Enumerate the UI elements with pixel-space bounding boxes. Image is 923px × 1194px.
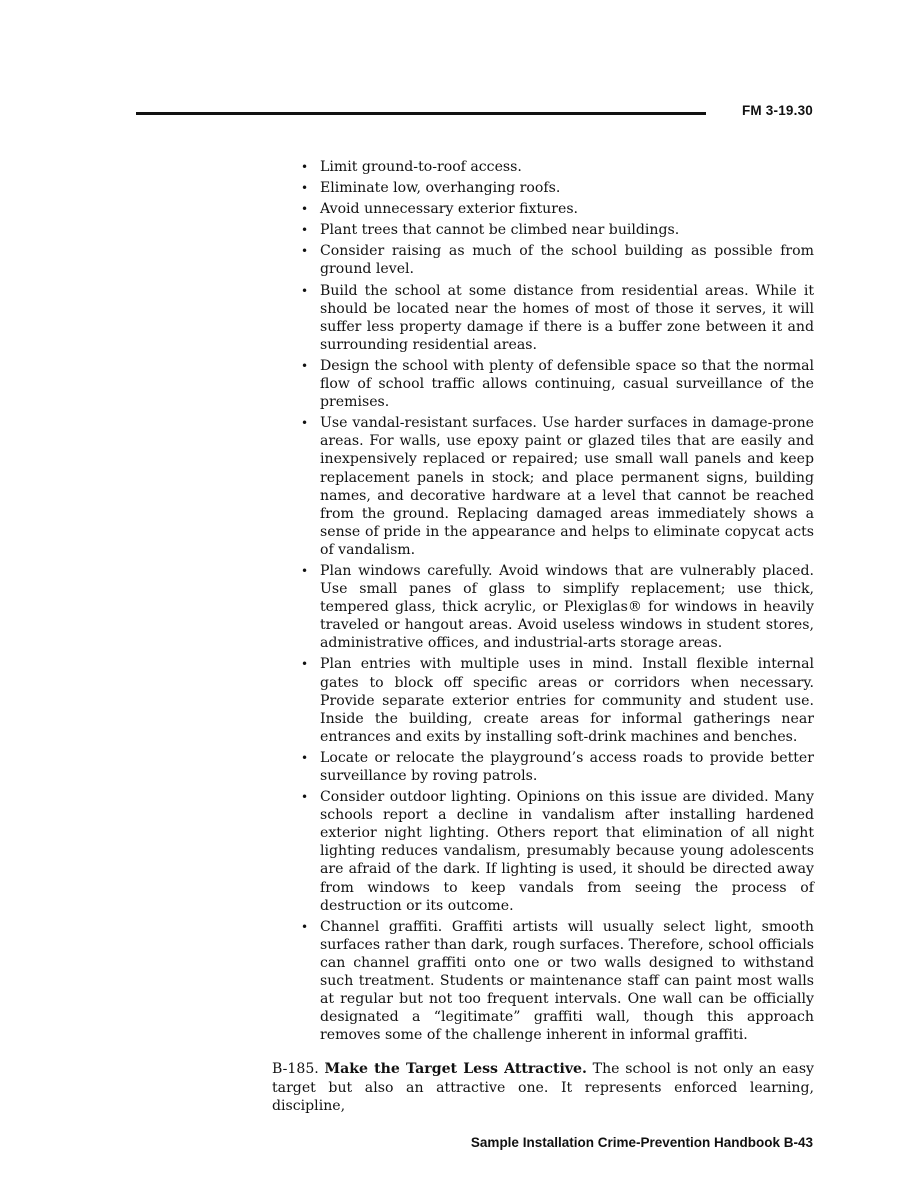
list-item: • Design the school with plenty of defensible space so that the normal flow of school traffic allows continuing, casual surveillance of the premises. bbox=[301, 357, 814, 411]
bullet-icon: • bbox=[301, 657, 309, 672]
bullet-icon: • bbox=[301, 563, 309, 578]
list-item: • Consider raising as much of the school building as possible from ground level. bbox=[301, 243, 814, 278]
list-item: • Build the school at some distance from residential areas. While it should be located near the homes of most of those it serves, it will suffer less property damage if there is a buffer zone between it and surrounding residential areas. bbox=[301, 282, 814, 353]
list-item: • Avoid unnecessary exterior fixtures. bbox=[301, 201, 579, 218]
bullet-icon: • bbox=[301, 358, 309, 373]
paragraph-b-185 bbox=[272, 1060, 814, 1114]
list-item: • Plan entries with multiple uses in mind. Install flexible internal gates to block off specific areas or corridors when necessary. Provide separate exterior entries for community and student use. Inside the building, create areas for informal gatherings near entrances and exits by installing soft-drink machines and benches. bbox=[301, 656, 814, 745]
page-footer: Sample Installation Crime-Prevention Handbook B-43 bbox=[470, 1135, 813, 1150]
list-item: • Eliminate low, overhanging roofs. bbox=[301, 180, 561, 197]
bullet-icon: • bbox=[301, 790, 309, 805]
list-item: • Plant trees that cannot be climbed near buildings. bbox=[301, 222, 680, 239]
paragraph-number: B-185. bbox=[272, 1061, 319, 1078]
list-item: • Plan windows carefully. Avoid windows that are vulnerably placed. Use small panes of glass to simplify replacement; use thick, tempered glass, thick acrylic, or Plexiglas® for windows in heavily traveled or hangout areas. Avoid useless windows in student stores, administrative offices, and industrial-arts storage areas. bbox=[301, 562, 814, 652]
bullet-icon: • bbox=[301, 750, 309, 765]
paragraph-heading: Make the Target Less Attractive. bbox=[324, 1061, 587, 1078]
paragraph-text: The school is not only an easy target but also an attractive one. It represents enforced learning, discipline, bbox=[272, 1061, 815, 1114]
bullet-icon: • bbox=[301, 160, 309, 174]
page-body bbox=[272, 158, 814, 1115]
list-item: • Locate or relocate the playground’s access roads to provide better surveillance by roving patrols. bbox=[301, 749, 814, 784]
bullet-icon: • bbox=[301, 283, 309, 298]
bullet-icon: • bbox=[301, 416, 309, 431]
document-id: FM 3-19.30 bbox=[741, 103, 813, 118]
list-item: • Limit ground-to-roof access. bbox=[301, 159, 522, 175]
bullet-icon: • bbox=[301, 244, 309, 259]
bullet-icon: • bbox=[301, 202, 309, 217]
bullet-list bbox=[272, 158, 814, 1044]
list-item: • Channel graffiti. Graffiti artists will usually select light, smooth surfaces rather than dark, rough surfaces. Therefore, school officials can channel graffiti onto one or two walls designed to withstand such treatment. Students or maintenance staff can paint most walls at regular but not too frequent intervals. One wall can be officially designated a “legitimate” graffiti wall, though this approach removes some of the challenge inherent in informal graffiti. bbox=[301, 918, 814, 1044]
header-rule bbox=[136, 112, 706, 115]
bullet-icon: • bbox=[301, 181, 309, 196]
list-item: • Use vandal-resistant surfaces. Use harder surfaces in damage-prone areas. For walls, use epoxy paint or glazed tiles that are easily and inexpensively replaced or repaired; use small wall panels and keep replacement panels in stock; and place permanent signs, building names, and decorative hardware at a level that cannot be reached from the ground. Replacing damaged areas immediately shows a sense of pride in the appearance and helps to eliminate copycat acts of vandalism. bbox=[301, 415, 814, 558]
bullet-icon: • bbox=[301, 919, 309, 934]
list-item: • Consider outdoor lighting. Opinions on this issue are divided. Many schools report a decline in vandalism after installing hardened exterior night lighting. Others report that elimination of all night lighting reduces vandalism, presumably because young adolescents are afraid of the dark. If lighting is used, it should be directed away from windows to keep vandals from seeing the process of destruction or its outcome. bbox=[301, 789, 814, 914]
bullet-icon: • bbox=[301, 223, 309, 238]
